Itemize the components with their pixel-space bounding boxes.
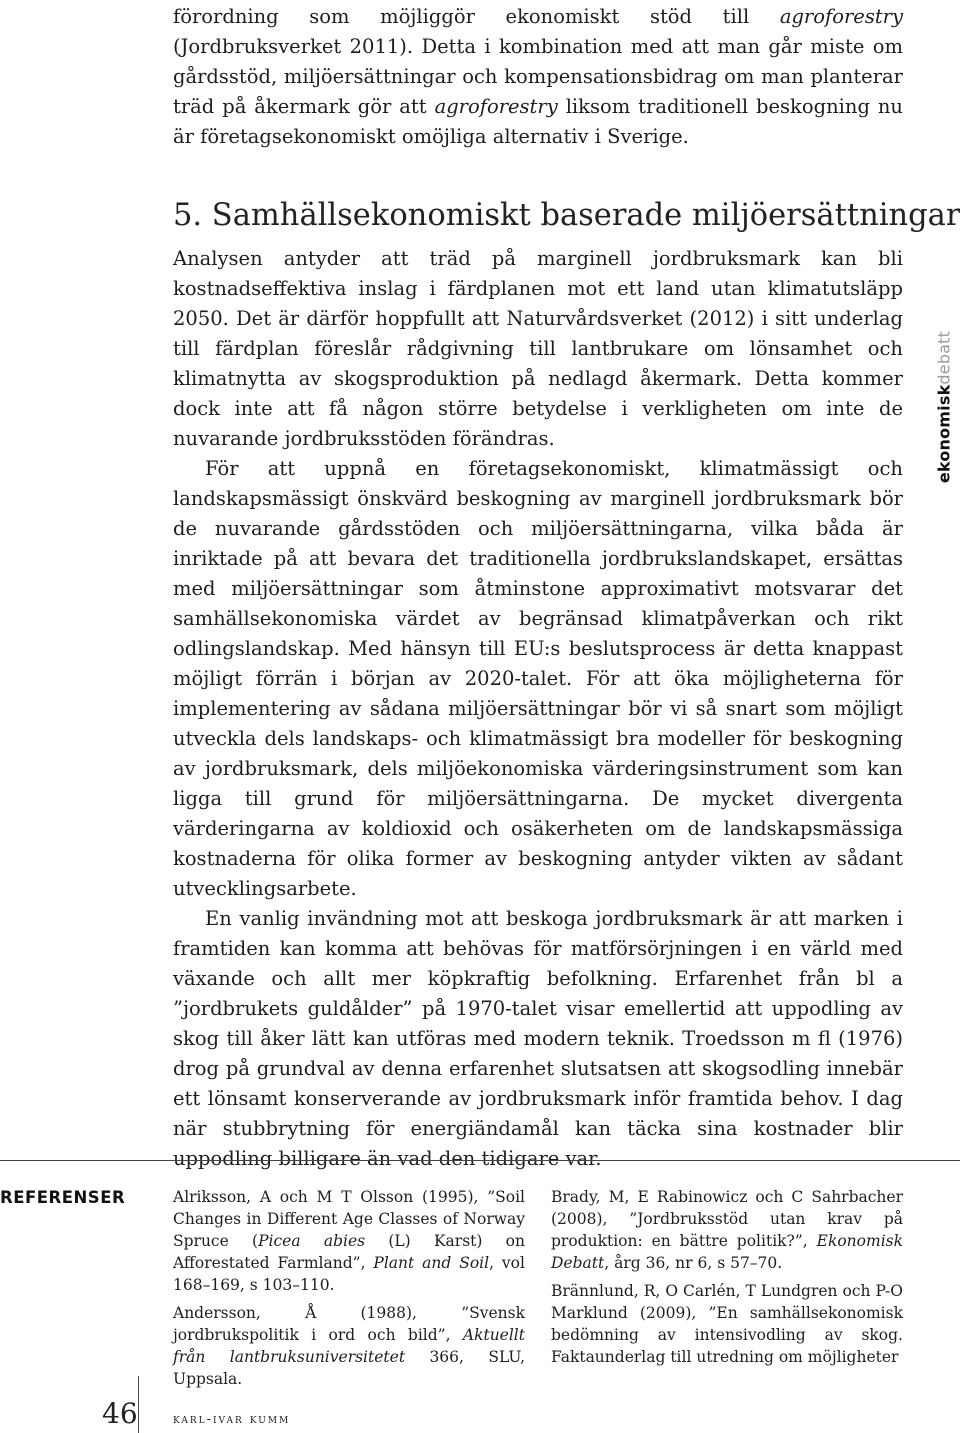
text-span: Brady, M, E Rabinowicz och C Sahrbacher (2008), ”Jordbruksstöd utan krav på produktion: en bättre politik?”,: [551, 1188, 903, 1250]
sidebar-label-part2: debatt: [934, 330, 954, 385]
body-paragraph: En vanlig invändning mot att beskoga jordbruksmark är att marken i framtiden kan komma att behövas för matförsörjningen i en värld med växande och allt mer köpkraftig befolkning. Erfarenhet från bl a ”jordbrukets guldålder” på 1970-talet visar emellertid att uppodling av skog till åker lätt kan utföras med modern teknik. Troedsson m fl (1976) drog på grundval av denna erfarenhet slutsatsen att skogsodling innebär ett lönsamt konserverande av jordbruksmark inför framtida behov. I dag när stubbrytning för energiändamål kan täcka sina kostnader blir uppodling billigare än vad den tidigare var.: [173, 907, 903, 1170]
text-span: , vol 168–169, s 103–110.: [173, 1254, 525, 1294]
italic-term: Aktuellt från lantbruksuniversitetet: [173, 1326, 525, 1366]
text-span: förordning som möjliggör ekonomiskt stöd till: [173, 5, 780, 28]
text-span: liksom traditionell beskogning nu är företagsekonomiskt omöjliga alternativ i Sverige.: [173, 95, 903, 148]
text-span: , årg 36, nr 6, s 57–70.: [604, 1254, 783, 1272]
references-column-right: [551, 1186, 903, 1374]
references-divider: [0, 1160, 960, 1161]
text-span: Brännlund, R, O Carlén, T Lundgren och P-O Marklund (2009), ”En samhällsekonomisk bedömning av intensivodling av skog. Faktaunderlag till utredning om möjligheter: [551, 1282, 903, 1366]
italic-term: Ekonomisk Debatt: [551, 1232, 903, 1272]
intro-paragraph-continuation: [173, 2, 903, 152]
italic-term: Picea abies: [258, 1232, 366, 1250]
references-column-left: [173, 1186, 525, 1396]
body-paragraph: För att uppnå en företagsekonomiskt, klimatmässigt och landskapsmässigt önskvärd beskogning av marginell jordbruksmark bör de nuvarande gårdsstöden och miljöersättningarna, vilka båda är inriktade på att bevara det traditionella jordbrukslandskapet, ersättas med miljöersättningar som åtminstone approximativt motsvarar det samhällsekonomiska värdet av begränsad klimatpåverkan och rikt odlingslandskap. Med hänsyn till EU:s beslutsprocess är detta knappast möjligt förrän i början av 2020-talet. För att öka möjligheterna för implementering av sådana miljöersättningar bör vi så snart som möjligt utveckla dels landskaps- och klimatmässigt bra modeller för beskogning av jordbruksmark, dels miljöekonomiska värderingsinstrument som kan ligga till grund för miljöersättningarna. De mycket divergenta värderingarna av koldioxid och osäkerheten om de landskapsmässiga kostnaderna för olika former av beskogning antyder vikten av sådant utvecklingsarbete.: [173, 457, 903, 900]
reference-entry: [551, 1186, 903, 1274]
text-span: (L) Karst) on Afforestated Farmland”,: [173, 1232, 525, 1272]
section-body: [173, 244, 903, 1174]
text-span: Andersson, Å (1988), ”Svensk jordbrukspolitik i ord och bild”,: [173, 1304, 525, 1344]
reference-entry: [173, 1302, 525, 1390]
italic-term: Plant and Soil: [373, 1254, 490, 1272]
references-title: REFERENSER: [0, 1188, 126, 1207]
italic-term: agroforestry: [779, 5, 903, 28]
body-paragraph: Analysen antyder att träd på marginell jordbruksmark kan bli kostnadseffektiva inslag i färdplanen mot ett land utan klimatutsläpp 2050. Det är därför hoppfullt att Naturvårdsverket (2012) i sitt underlag till färdplan föreslår rådgivning till lantbrukare om lönsamhet och klimatnytta av skogsproduktion på nedlagd åkermark. Detta kommer dock inte att få någon större betydelse i verkligheten om inte de nuvarande jordbruksstöden förändras.: [173, 247, 903, 450]
text-span: Alriksson, A och M T Olsson (1995), ”Soil Changes in Different Age Classes of Norway Spruce (: [173, 1188, 525, 1250]
italic-term: agroforestry: [434, 95, 558, 118]
text-span: (Jordbruksverket 2011). Detta i kombination med att man går miste om gårdsstöd, miljöersättningar och kompensationsbidrag om man planterar träd på åkermark gör att: [173, 35, 903, 118]
sidebar-label-part1: ekonomisk: [934, 384, 954, 484]
folio-divider: [138, 1376, 139, 1433]
section-heading: 5. Samhällsekonomiskt baserade miljöersättningar: [173, 198, 960, 233]
body-paragraph: [173, 2, 903, 152]
reference-entry: [551, 1280, 903, 1368]
running-author: karl-ivar kumm: [173, 1412, 291, 1427]
page-number: 46: [102, 1397, 138, 1430]
text-span: 366, SLU, Uppsala.: [173, 1348, 525, 1388]
journal-sidebar-label: [935, 331, 954, 483]
reference-entry: [173, 1186, 525, 1296]
